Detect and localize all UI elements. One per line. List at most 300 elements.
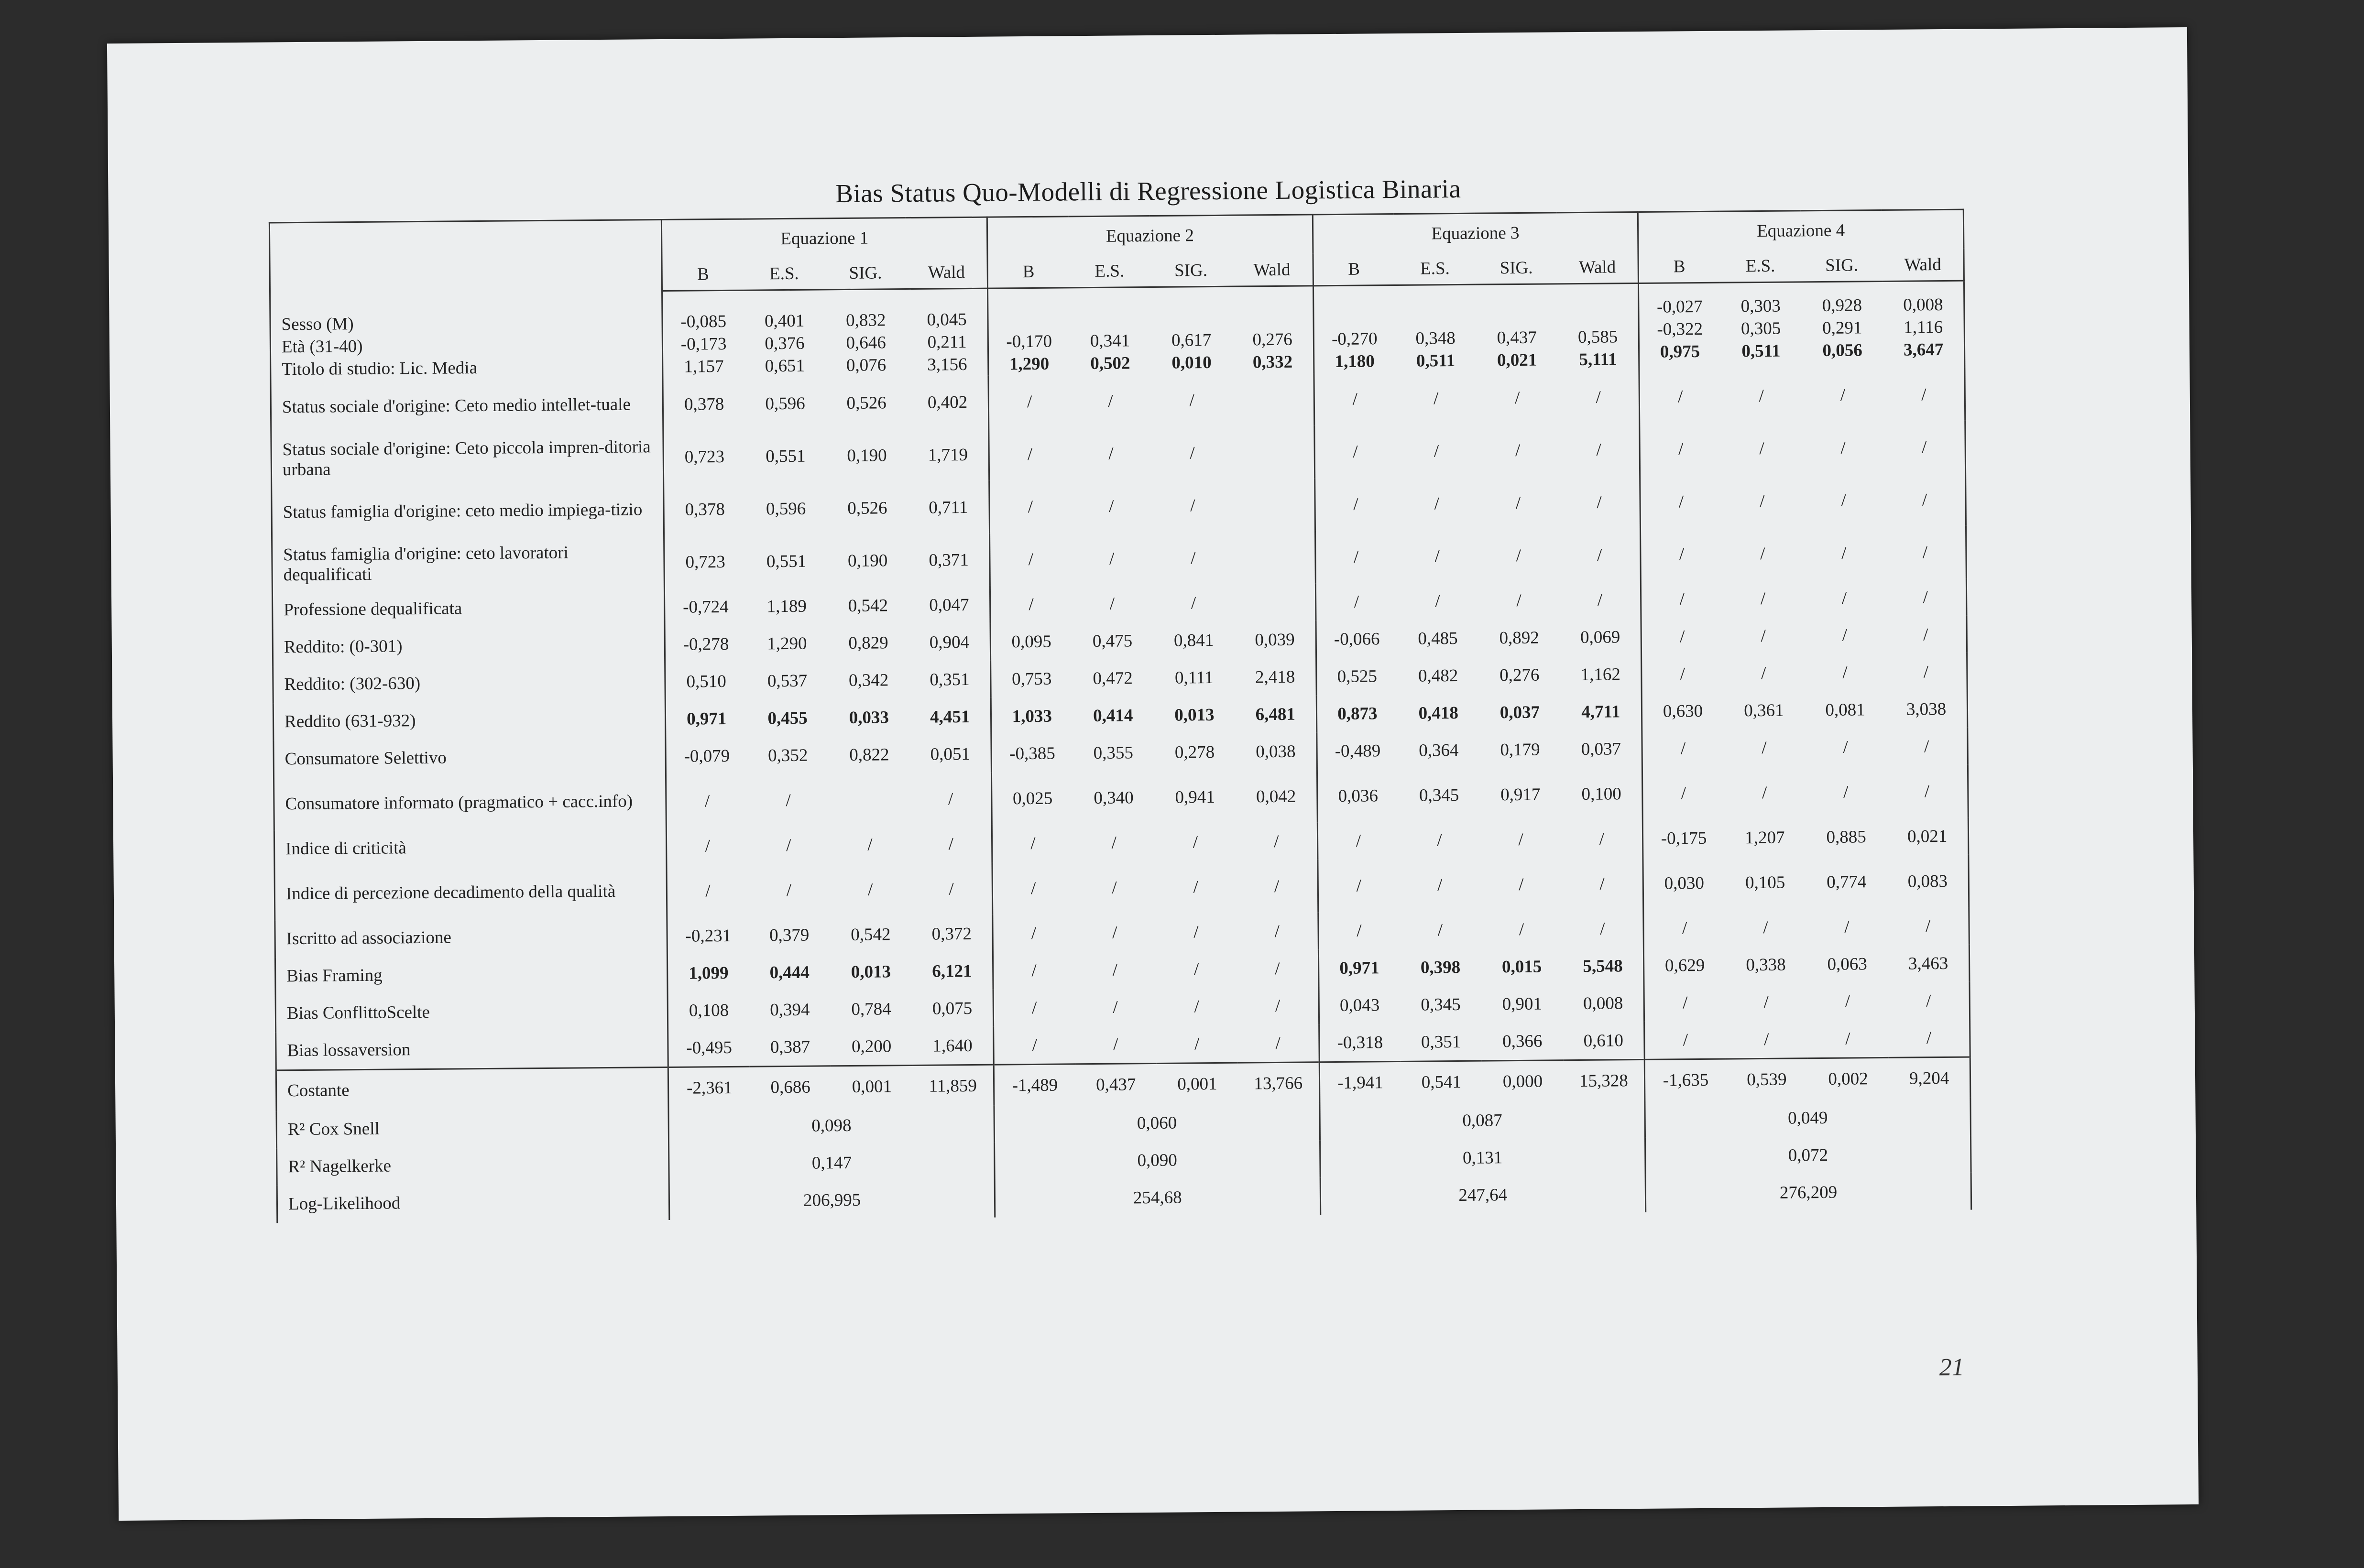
value-cell: /	[1191, 593, 1196, 613]
value-cell: /	[1559, 476, 1641, 529]
value-cell-group	[1476, 284, 1558, 372]
value-cell: 0,401	[764, 311, 805, 331]
value-cell: /	[1030, 833, 1036, 853]
value-cell: 4,711	[1560, 693, 1642, 730]
value-cell: /	[1559, 581, 1641, 619]
row-label: Status sociale d'origine: Ceto medio intellet-tuale	[271, 378, 663, 434]
value-cell: 4,451	[909, 698, 991, 736]
column-header: Wald	[1882, 249, 1964, 282]
value-cell: 0,351	[909, 661, 991, 698]
value-cell: /	[1112, 878, 1117, 898]
value-cell-group	[662, 290, 744, 378]
value-cell: /	[1841, 490, 1846, 511]
value-cell: 0,037	[1499, 702, 1540, 722]
value-cell: /	[1194, 996, 1199, 1016]
value-cell: -1,635	[1644, 1059, 1726, 1100]
value-cell: -0,170	[1006, 331, 1052, 352]
value-cell: 0,541	[1401, 1061, 1482, 1102]
value-cell: 13,766	[1238, 1062, 1320, 1104]
value-cell: 0,345	[1421, 994, 1461, 1015]
value-cell-group	[1394, 284, 1477, 372]
value-cell: /	[1885, 578, 1967, 616]
value-cell: /	[1356, 876, 1362, 896]
value-cell: 6,481	[1235, 695, 1317, 733]
value-cell: /	[1559, 528, 1641, 581]
stat-value: 0,049	[1645, 1098, 1970, 1138]
value-cell: /	[1844, 917, 1850, 937]
equation-header: Equazione 1	[662, 217, 987, 259]
value-cell: /	[1841, 588, 1847, 608]
value-cell: /	[1562, 857, 1643, 910]
value-cell: /	[1760, 544, 1765, 564]
value-cell	[1400, 305, 1472, 327]
value-cell: 0,013	[1174, 705, 1215, 725]
value-cell: /	[1352, 389, 1358, 409]
value-cell: /	[1190, 443, 1195, 463]
value-cell: 0,342	[848, 670, 889, 690]
value-cell: 0,025	[1012, 788, 1053, 808]
value-cell: 0,482	[1418, 665, 1458, 686]
value-cell: 0,063	[1827, 954, 1867, 974]
value-cell: 6,121	[911, 952, 993, 990]
value-cell: 0,303	[1740, 296, 1781, 316]
stat-value: 0,087	[1319, 1100, 1645, 1140]
value-cell: 0,276	[1499, 665, 1540, 685]
value-cell: /	[1111, 833, 1117, 853]
value-cell: 0,510	[686, 671, 726, 692]
value-cell: /	[1028, 497, 1033, 517]
value-cell: 1,099	[689, 963, 729, 983]
row-label: Età (31-40)	[281, 337, 363, 357]
value-cell: /	[1519, 919, 1524, 939]
value-cell: 0,081	[1825, 699, 1865, 720]
value-cell: /	[786, 835, 791, 855]
value-cell: 0,485	[1418, 628, 1458, 649]
value-cell: /	[1515, 493, 1521, 513]
value-cell: 0,200	[851, 1036, 892, 1056]
value-cell: -0,027	[1656, 296, 1703, 317]
value-cell: 1,116	[1904, 317, 1943, 338]
value-cell: /	[1031, 960, 1037, 980]
value-cell: 1,180	[1335, 351, 1375, 371]
value-cell: 0,437	[1075, 1063, 1157, 1105]
stat-value: 0,090	[995, 1140, 1320, 1180]
value-cell: /	[1237, 949, 1319, 987]
value-cell: 0,043	[1339, 995, 1380, 1015]
value-cell: 0,047	[908, 586, 990, 624]
row-label: Status sociale d'origine: Ceto piccola impren-ditoria urbana	[271, 431, 664, 486]
value-cell: 0,901	[1502, 994, 1543, 1014]
value-cell: 0,021	[1497, 350, 1537, 370]
value-cell: 0,551	[766, 446, 806, 466]
value-cell: 0,686	[750, 1066, 832, 1108]
value-cell: 0,095	[1011, 632, 1051, 652]
value-cell: 0,037	[1561, 730, 1642, 768]
value-cell: -0,278	[683, 634, 729, 654]
value-cell: /	[1193, 832, 1198, 852]
value-cell: 0,502	[1090, 353, 1130, 373]
value-cell: /	[704, 791, 710, 811]
value-cell: 0,526	[846, 392, 886, 413]
value-cell	[1233, 425, 1314, 479]
value-cell: /	[867, 835, 873, 855]
stat-value: 0,147	[669, 1143, 995, 1183]
value-cell: /	[867, 880, 873, 900]
stat-value: 0,131	[1320, 1138, 1645, 1177]
value-cell: /	[1558, 370, 1640, 424]
value-cell: 0,585	[1577, 327, 1618, 347]
value-cell: 0,355	[1093, 742, 1134, 763]
value-cell: -0,175	[1661, 828, 1707, 849]
value-cell: /	[1433, 388, 1439, 408]
value-cell: 2,418	[1235, 658, 1316, 696]
value-cell: 0,371	[908, 534, 990, 587]
value-cell-group	[1639, 283, 1721, 370]
value-cell: 0,332	[1252, 352, 1293, 372]
value-cell: 3,038	[1886, 690, 1968, 728]
value-cell: /	[1678, 386, 1683, 406]
value-cell: 0,941	[1175, 787, 1215, 807]
value-cell: /	[1683, 1030, 1688, 1050]
value-cell: /	[1030, 878, 1036, 898]
value-cell: 11,859	[912, 1065, 994, 1106]
value-cell: /	[1237, 912, 1318, 950]
row-label: Reddito: (0-301)	[273, 626, 665, 666]
value-cell: /	[1434, 493, 1440, 513]
value-cell: 0,000	[1482, 1060, 1564, 1102]
value-cell: 0,030	[1664, 873, 1705, 893]
value-cell: 0,291	[1822, 318, 1862, 338]
value-cell: /	[1841, 543, 1847, 563]
value-cell: -0,173	[680, 334, 727, 354]
value-cell: /	[1886, 728, 1968, 765]
row-label: Bias ConflittoScelte	[275, 992, 668, 1032]
value-cell: /	[1843, 737, 1848, 757]
column-header: B	[662, 258, 744, 291]
value-cell-group	[1720, 282, 1802, 370]
stat-value: 0,098	[668, 1106, 994, 1145]
value-cell: 0,630	[1663, 701, 1703, 721]
header-corner	[269, 220, 662, 294]
value-cell: 0,975	[1660, 341, 1700, 362]
column-header: B	[1638, 250, 1720, 283]
column-header: E.S.	[744, 257, 825, 290]
value-cell: 0,723	[684, 446, 725, 467]
value-cell: 3,647	[1903, 339, 1944, 360]
column-header: Wald	[1557, 251, 1639, 284]
equation-header: Equazione 4	[1638, 209, 1963, 251]
row-label: Log-Likelihood	[277, 1183, 669, 1223]
value-cell: /	[1357, 921, 1362, 941]
value-cell: 0,526	[847, 498, 887, 518]
value-cell-group	[906, 288, 988, 376]
value-cell-group	[1069, 287, 1151, 375]
value-cell: 0,629	[1664, 955, 1705, 976]
value-cell	[1319, 305, 1390, 328]
column-header: B	[987, 255, 1069, 288]
value-cell: /	[1562, 910, 1644, 947]
value-cell: /	[1437, 830, 1442, 850]
value-cell: 0,394	[770, 1000, 810, 1020]
value-cell: /	[1763, 992, 1769, 1012]
value-cell: /	[1112, 923, 1117, 943]
value-cell: 0,784	[851, 999, 891, 1019]
value-cell: 0,971	[1339, 958, 1379, 978]
column-header: B	[1313, 253, 1395, 286]
row-label: Reddito (631-932)	[273, 700, 666, 740]
column-header: Wald	[1231, 253, 1313, 286]
column-header: E.S.	[1719, 250, 1801, 283]
value-cell: 3,463	[1888, 945, 1970, 982]
value-cell: 0,971	[686, 708, 727, 729]
value-cell: /	[1840, 438, 1846, 458]
value-cell: /	[1681, 783, 1686, 803]
value-cell: 0,179	[1500, 740, 1540, 760]
value-cell: 0,364	[1419, 740, 1459, 761]
value-cell: 0,100	[1561, 767, 1642, 820]
value-cell	[1074, 307, 1146, 330]
row-label: Costante	[276, 1067, 668, 1111]
value-cell: /	[1759, 386, 1764, 406]
value-cell: 0,539	[1726, 1058, 1808, 1100]
value-cell: /	[910, 825, 992, 863]
value-cell: /	[1888, 982, 1970, 1020]
value-cell: 0,001	[1157, 1063, 1238, 1104]
value-cell: /	[1761, 663, 1766, 683]
value-cell: 5,111	[1579, 349, 1617, 370]
value-cell: /	[1189, 390, 1194, 410]
value-cell: /	[1518, 874, 1524, 894]
value-cell: 0,928	[1822, 295, 1862, 316]
value-cell: 0,111	[1174, 667, 1214, 688]
value-cell: 0,832	[845, 310, 886, 331]
row-label: Indice di percezione decadimento della qualità	[274, 865, 667, 920]
value-cell: /	[1236, 860, 1318, 913]
value-cell: -0,495	[686, 1037, 733, 1058]
value-cell: /	[1762, 738, 1767, 758]
row-label: Iscritto ad associazione	[275, 917, 668, 958]
value-cell: /	[1843, 782, 1849, 802]
column-header: SIG.	[1476, 251, 1557, 284]
value-cell: 1,033	[1012, 706, 1052, 726]
value-cell: 0,039	[1234, 621, 1316, 658]
value-cell: /	[1109, 549, 1115, 569]
value-cell: /	[1354, 547, 1359, 567]
value-cell: 0,376	[765, 333, 805, 354]
value-cell: 0,051	[910, 735, 992, 773]
value-cell-group	[1557, 283, 1639, 371]
value-cell: 0,378	[685, 499, 725, 520]
row-label: Professione dequalificata	[272, 588, 665, 629]
value-cell: 0,083	[1887, 855, 1969, 908]
value-cell: /	[1029, 594, 1034, 614]
value-cell: 0,372	[911, 915, 993, 953]
row-label-group	[270, 291, 663, 381]
value-cell: /	[1112, 960, 1118, 980]
value-cell: /	[1885, 616, 1967, 653]
value-cell: /	[1354, 592, 1359, 612]
row-label: Bias Framing	[275, 955, 668, 995]
value-cell: 1,162	[1560, 655, 1642, 693]
value-cell: /	[1762, 783, 1767, 803]
row-label: Indice di criticità	[274, 828, 667, 868]
value-cell: 0,753	[1011, 669, 1052, 689]
value-cell: /	[1437, 875, 1443, 895]
value-cell	[1237, 305, 1308, 328]
value-cell: 0,351	[1421, 1032, 1461, 1052]
value-cell	[829, 773, 910, 826]
value-cell: /	[1561, 820, 1643, 858]
value-cell: 0,366	[1502, 1031, 1543, 1051]
value-cell: -2,361	[668, 1067, 750, 1108]
value-cell: 0,021	[1887, 817, 1969, 855]
value-cell: 0,190	[847, 550, 888, 571]
value-cell: 15,328	[1563, 1059, 1645, 1101]
row-label: R² Nagelkerke	[277, 1145, 669, 1186]
value-cell: /	[1887, 907, 1969, 945]
column-header: E.S.	[1069, 255, 1150, 288]
value-cell: /	[1027, 392, 1032, 412]
value-cell: /	[1682, 992, 1688, 1013]
value-cell: 0,076	[846, 355, 886, 376]
value-cell: /	[1682, 918, 1687, 938]
value-cell: /	[1514, 388, 1520, 408]
value-cell: 0,069	[1560, 618, 1642, 656]
value-cell: /	[1190, 495, 1195, 515]
value-cell: 1,157	[684, 357, 724, 377]
value-cell: 0,036	[1338, 785, 1379, 806]
value-cell: /	[1679, 589, 1685, 609]
value-cell: /	[1032, 1035, 1038, 1055]
value-cell: 0,511	[1741, 341, 1781, 361]
equation-header: Equazione 2	[987, 215, 1313, 256]
value-cell: 0,278	[1174, 742, 1215, 762]
value-cell: 1,719	[908, 428, 989, 481]
value-cell: 0,002	[1807, 1057, 1889, 1099]
value-cell-group	[987, 288, 1070, 376]
value-cell: /	[1435, 591, 1440, 611]
value-cell: /	[1515, 440, 1521, 460]
value-cell: 0,013	[851, 961, 891, 982]
value-cell: /	[1760, 588, 1766, 609]
stat-value: 206,995	[669, 1180, 995, 1220]
value-cell: 0,042	[1236, 770, 1317, 823]
value-cell: 0,873	[1337, 703, 1378, 724]
value-cell: 0,008	[1903, 294, 1943, 315]
value-cell-group	[1313, 285, 1395, 373]
value-cell: 0,774	[1827, 871, 1867, 892]
value-cell: /	[1761, 626, 1766, 646]
value-cell: /	[1237, 987, 1319, 1024]
value-cell: 0,511	[1416, 351, 1456, 371]
value-cell: /	[705, 881, 711, 901]
value-cell: 3,156	[927, 355, 967, 375]
value-cell: /	[1516, 590, 1521, 610]
value-cell: 0,305	[1740, 318, 1781, 339]
value-cell: 0,108	[689, 1000, 729, 1021]
value-cell: 0,045	[927, 310, 967, 330]
value-cell: 0,822	[849, 744, 889, 765]
value-cell: -0,724	[682, 597, 729, 617]
value-cell: 0,885	[1826, 827, 1866, 847]
value-cell	[1481, 304, 1553, 327]
value-cell	[1232, 373, 1314, 426]
value-cell: 0,475	[1092, 631, 1133, 651]
value-cell: 0,596	[765, 393, 805, 414]
value-cell: 0,917	[1500, 784, 1541, 805]
value-cell: /	[1842, 663, 1848, 683]
row-label: Titolo di studio: Lic. Media	[282, 358, 478, 380]
value-cell: 0,551	[766, 551, 807, 571]
column-header: Wald	[906, 256, 988, 289]
value-cell: /	[1883, 368, 1965, 421]
value-cell: /	[1193, 922, 1199, 942]
value-cell: 0,056	[1822, 340, 1862, 360]
value-cell: /	[1108, 444, 1114, 464]
value-cell-group	[1232, 286, 1314, 374]
value-cell: 0,414	[1093, 705, 1133, 726]
value-cell: 0,537	[767, 671, 808, 691]
value-cell: /	[1193, 959, 1199, 979]
value-cell: /	[1886, 765, 1968, 818]
value-cell: 0,455	[767, 708, 808, 728]
value-cell: /	[1108, 391, 1113, 411]
row-label: Reddito: (302-630)	[273, 663, 666, 703]
value-cell: 0,398	[1420, 957, 1461, 978]
value-cell: 0,276	[1252, 329, 1292, 350]
value-cell: 0,402	[907, 376, 989, 429]
column-header: SIG.	[1150, 254, 1232, 287]
value-cell: 0,418	[1418, 703, 1459, 723]
regression-table	[269, 209, 1972, 1223]
value-cell: /	[1679, 544, 1685, 564]
value-cell: -1,489	[994, 1064, 1075, 1106]
value-cell: 0,341	[1090, 331, 1130, 351]
value-cell: 0,378	[684, 394, 724, 414]
value-cell	[1234, 583, 1316, 621]
value-cell: /	[1353, 494, 1358, 514]
value-cell: /	[1842, 625, 1848, 645]
value-cell: 9,204	[1889, 1057, 1970, 1099]
row-label: R² Cox Snell	[276, 1108, 669, 1148]
paper-sheet	[107, 27, 2199, 1521]
value-cell: /	[910, 773, 992, 826]
value-cell: 0,211	[927, 332, 967, 352]
value-cell-group	[1150, 286, 1233, 374]
value-cell	[1234, 531, 1315, 584]
value-cell: -0,079	[684, 746, 730, 766]
value-cell: 0,361	[1744, 700, 1784, 720]
row-label: Sesso (M)	[281, 314, 354, 335]
value-cell: 5,548	[1562, 947, 1644, 985]
value-cell: /	[1236, 822, 1318, 860]
value-cell: /	[1109, 594, 1115, 614]
value-cell: -0,270	[1331, 329, 1378, 349]
value-cell: /	[1763, 917, 1768, 937]
value-cell: 0,105	[1745, 872, 1785, 893]
value-cell: 1,290	[1009, 354, 1050, 374]
value-cell: 0,387	[770, 1037, 810, 1057]
value-cell: /	[1031, 923, 1037, 943]
value-cell: 0,711	[908, 481, 989, 534]
value-cell: /	[786, 880, 792, 900]
value-cell-group	[744, 290, 826, 378]
value-cell: /	[1190, 548, 1196, 568]
value-cell: 0,646	[846, 333, 886, 353]
value-cell	[1233, 478, 1315, 531]
value-cell-group	[1801, 281, 1883, 369]
table-title: Bias Status Quo-Modelli di Regressione Logistica Binaria	[835, 174, 1461, 208]
